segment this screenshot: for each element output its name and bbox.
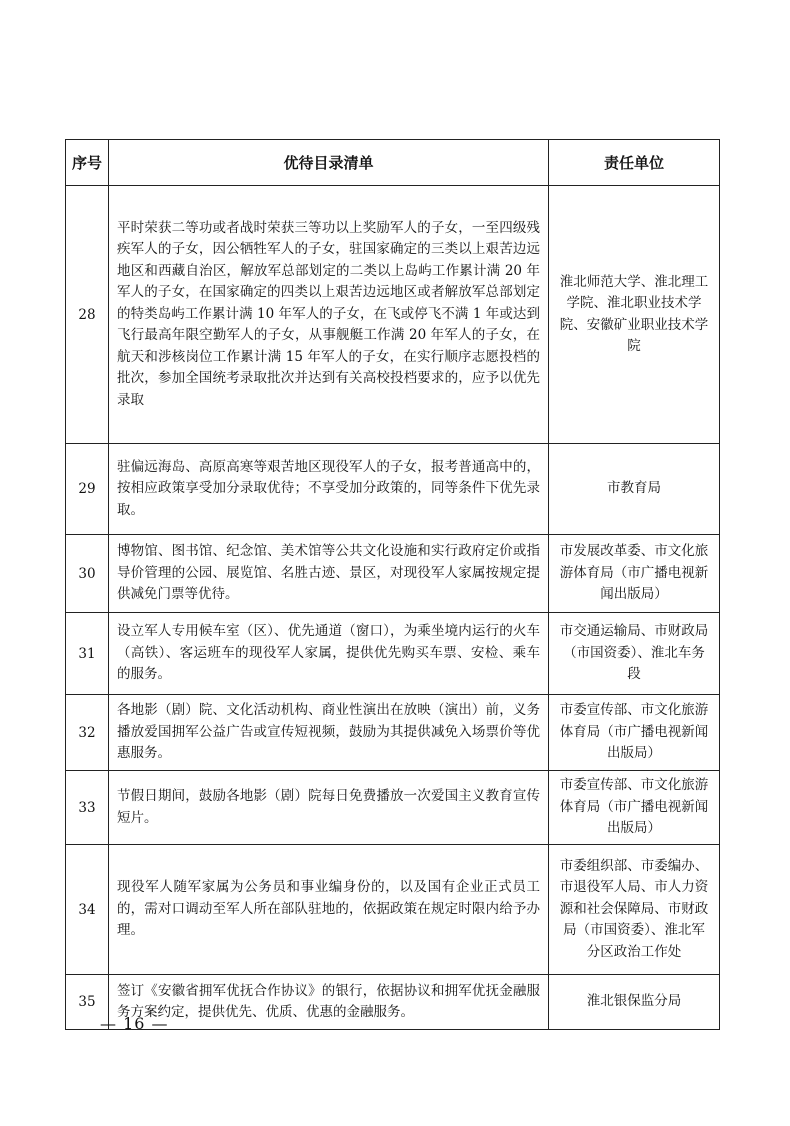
row-unit: 淮北银保监分局 xyxy=(549,975,720,1030)
header-index: 序号 xyxy=(66,140,109,186)
table-row xyxy=(66,613,720,695)
table-header-row xyxy=(66,140,720,186)
row-content: 节假日期间，鼓励各地影（剧）院每日免费播放一次爱国主义教育宣传短片。 xyxy=(109,771,549,845)
row-unit: 市发展改革委、市文化旅游体育局（市广播电视新闻出版局） xyxy=(549,535,720,613)
table-row xyxy=(66,186,720,444)
row-unit: 市委组织部、市委编办、市退役军人局、市人力资源和社会保障局、市财政局（市国资委）、淮北军分区政治工作处 xyxy=(549,845,720,975)
row-number: 34 xyxy=(66,845,109,975)
row-unit: 淮北师范大学、淮北理工学院、淮北职业技术学院、安徽矿业职业技术学院 xyxy=(549,186,720,444)
header-list: 优待目录清单 xyxy=(109,140,549,186)
header-unit: 责任单位 xyxy=(549,140,720,186)
table-row xyxy=(66,535,720,613)
row-number: 31 xyxy=(66,613,109,695)
row-number: 30 xyxy=(66,535,109,613)
table-row xyxy=(66,845,720,975)
row-content: 现役军人随军家属为公务员和事业编身份的，以及国有企业正式员工的，需对口调动至军人所在部队驻地的，依据政策在规定时限内给予办理。 xyxy=(109,845,549,975)
preferential-list-table xyxy=(65,139,720,1030)
table-row xyxy=(66,771,720,845)
row-number: 28 xyxy=(66,186,109,444)
row-number: 32 xyxy=(66,695,109,771)
row-unit: 市教育局 xyxy=(549,444,720,535)
row-content: 平时荣获二等功或者战时荣获三等功以上奖励军人的子女，一至四级残疾军人的子女，因公牺牲军人的子女，驻国家确定的三类以上艰苦边远地区和西藏自治区，解放军总部划定的二类以上岛屿工作累计满 20 年军人的子女，在国家确定的四类以上艰苦边远地区或者解放军总部划定的特类岛屿工作累计满 10 年军人的子女，在飞或停飞不满 1 年或达到飞行最高年限空勤军人的子女，从事舰艇工作满 20 年军人的子女，在航天和涉核岗位工作累计满 15 年军人的子女，在实行顺序志愿投档的批次，参加全国统考录取批次并达到有关高校投档要求的，应予以优先录取 xyxy=(109,186,549,444)
row-number: 33 xyxy=(66,771,109,845)
page-number: — 16 — xyxy=(100,1014,169,1033)
row-number: 35 xyxy=(66,975,109,1030)
row-unit: 市交通运输局、市财政局（市国资委）、淮北车务段 xyxy=(549,613,720,695)
row-content: 博物馆、图书馆、纪念馆、美术馆等公共文化设施和实行政府定价或指导价管理的公园、展览馆、名胜古迹、景区，对现役军人家属按规定提供减免门票等优待。 xyxy=(109,535,549,613)
table-row xyxy=(66,444,720,535)
row-number: 29 xyxy=(66,444,109,535)
row-unit: 市委宣传部、市文化旅游体育局（市广播电视新闻出版局） xyxy=(549,771,720,845)
row-content: 签订《安徽省拥军优抚合作协议》的银行，依据协议和拥军优抚金融服务方案约定，提供优先、优质、优惠的金融服务。 xyxy=(109,975,549,1030)
table-row xyxy=(66,695,720,771)
row-unit: 市委宣传部、市文化旅游体育局（市广播电视新闻出版局） xyxy=(549,695,720,771)
row-content: 驻偏远海岛、高原高寒等艰苦地区现役军人的子女，报考普通高中的，按相应政策享受加分录取优待；不享受加分政策的，同等条件下优先录取。 xyxy=(109,444,549,535)
row-content: 各地影（剧）院、文化活动机构、商业性演出在放映（演出）前，义务播放爱国拥军公益广告或宣传短视频，鼓励为其提供减免入场票价等优惠服务。 xyxy=(109,695,549,771)
row-content: 设立军人专用候车室（区）、优先通道（窗口），为乘坐境内运行的火车（高铁）、客运班车的现役军人家属，提供优先购买车票、安检、乘车的服务。 xyxy=(109,613,549,695)
